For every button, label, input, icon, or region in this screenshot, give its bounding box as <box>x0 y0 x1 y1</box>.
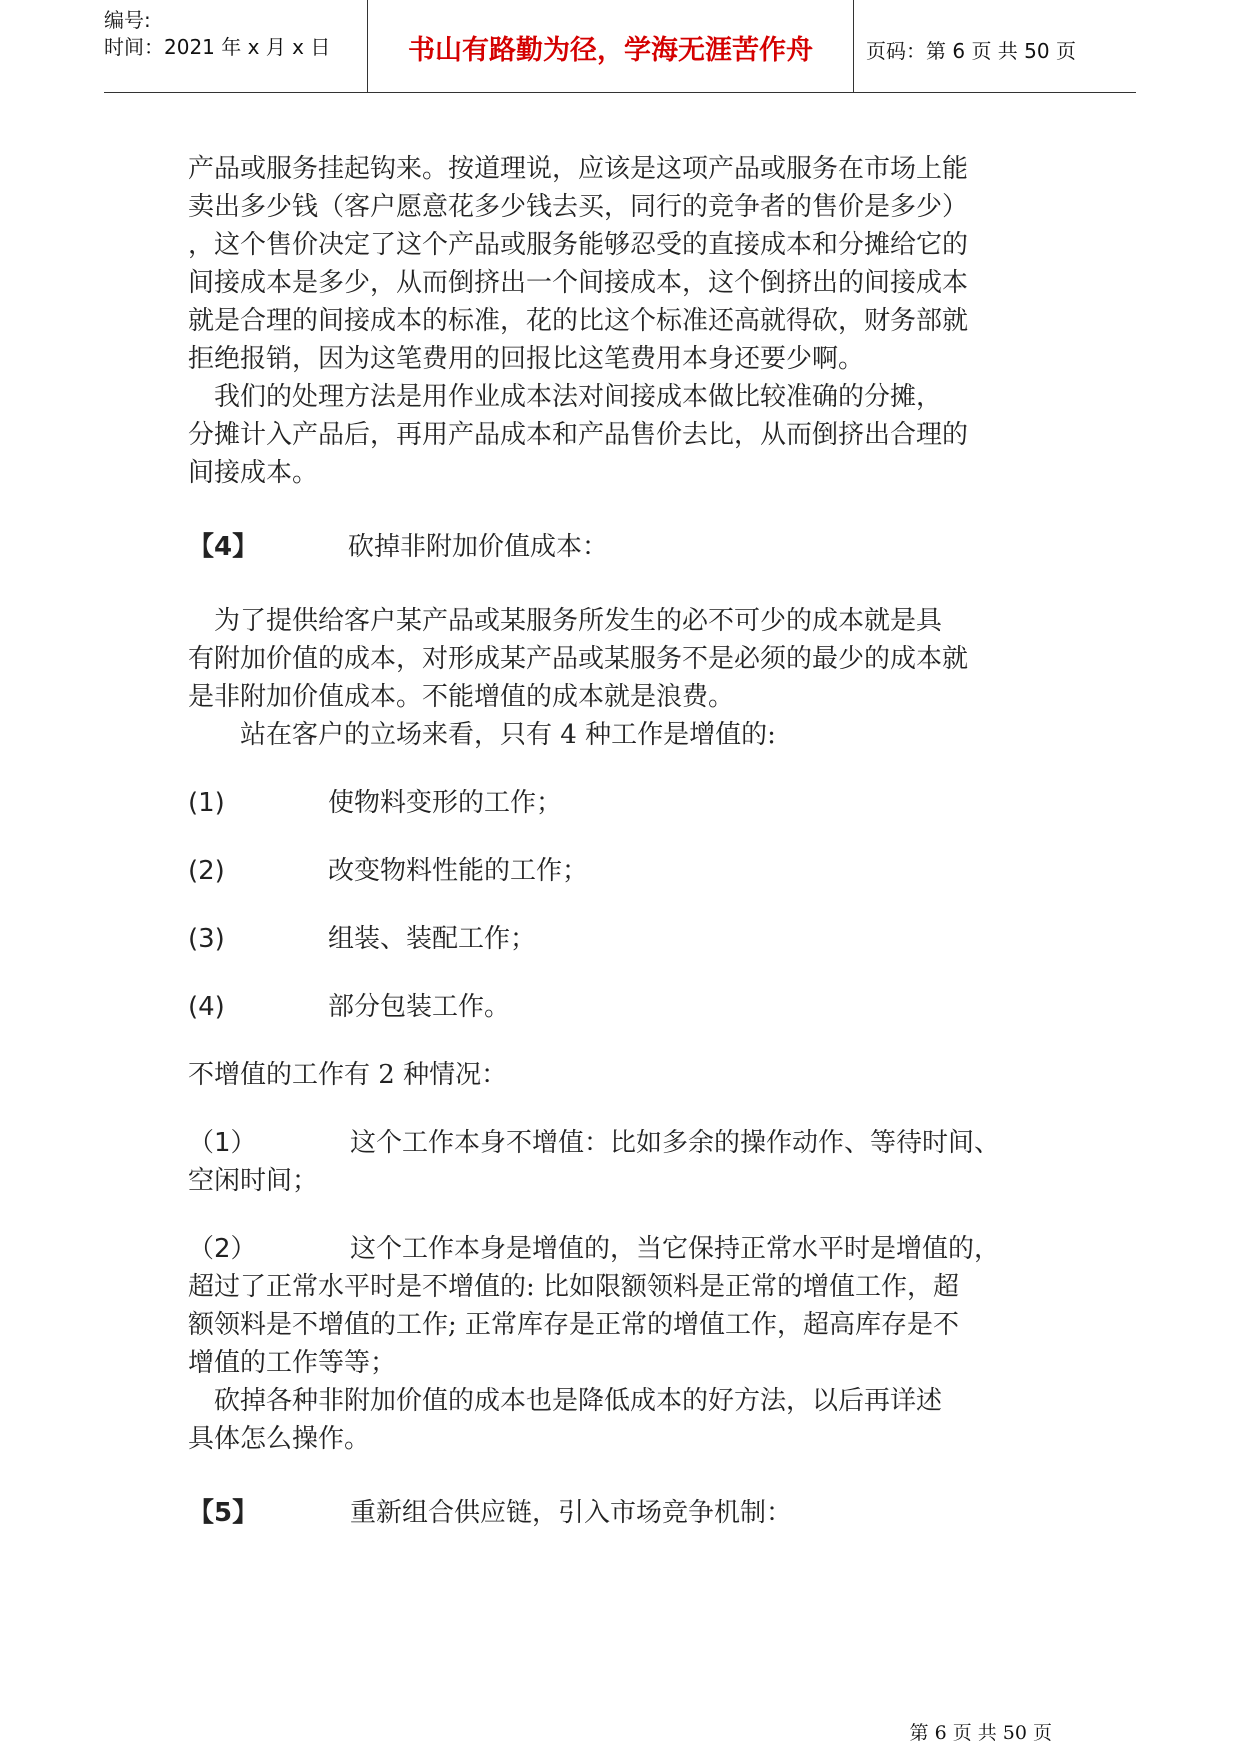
text-line: 间接成本是多少，从而倒挤出一个间接成本，这个倒挤出的间接成本 <box>188 268 969 298</box>
text-line: 有附加价值的成本，对形成某产品或某服务不是必须的最少的成本就 <box>188 644 969 674</box>
page-header <box>104 0 1136 93</box>
spacer <box>188 1458 1068 1494</box>
text-line: 卖出多少钱（客户愿意花多少钱去买，同行的竞争者的售价是多少） <box>188 192 969 222</box>
text-line: 我们的处理方法是用作业成本法对间接成本做比较准确的分摊， <box>188 382 943 412</box>
non-value-case-1 <box>188 1124 1068 1200</box>
time-label: 时间：2021 年 x 月 x 日 <box>104 35 331 59</box>
case-number: （2） <box>188 1234 257 1264</box>
section-title: 砍掉非附加价值成本： <box>348 532 609 562</box>
list-item <box>188 852 1068 890</box>
text-line: ，这个售价决定了这个产品或服务能够忍受的直接成本和分摊给它的 <box>188 230 969 260</box>
list-number: (1) <box>188 788 225 818</box>
text-line: 拒绝报销，因为这笔费用的回报比这笔费用本身还要少啊。 <box>188 344 865 374</box>
page-label: 页码：第 6 页 共 50 页 <box>866 39 1076 63</box>
text-line: 是非附加价值成本。不能增值的成本就是浪费。 <box>188 682 735 712</box>
case-text: 这个工作本身是增值的，当它保持正常水平时是增值的， <box>350 1234 1001 1264</box>
non-value-case-2 <box>188 1230 1068 1382</box>
case-first-line <box>188 1230 1068 1268</box>
spacer <box>188 822 1068 852</box>
spacer <box>188 1094 1068 1124</box>
list-item <box>188 784 1068 822</box>
list-text: 部分包装工作。 <box>328 992 511 1022</box>
list-number: (4) <box>188 992 225 1022</box>
list-item <box>188 920 1068 958</box>
spacer <box>188 1026 1068 1056</box>
list-text: 组装、装配工作； <box>328 924 537 954</box>
text-line: 分摊计入产品后，再用产品成本和产品售价去比，从而倒挤出合理的 <box>188 420 969 450</box>
spacer <box>188 958 1068 988</box>
text-line: 为了提供给客户某产品或某服务所发生的必不可少的成本就是具 <box>188 606 943 636</box>
text-line: 站在客户的立场来看，只有 4 种工作是增值的: <box>188 720 776 750</box>
spacer <box>188 754 1068 784</box>
list-text: 改变物料性能的工作； <box>328 856 589 886</box>
header-motto-cell <box>367 0 854 92</box>
spacer <box>188 566 1068 602</box>
header-page-cell <box>854 0 1136 92</box>
text-line: 间接成本。 <box>188 458 319 488</box>
case-number: （1） <box>188 1128 257 1158</box>
section-heading-4 <box>188 528 1068 566</box>
section-number: 【4】 <box>188 532 259 562</box>
text-line: 砍掉各种非附加价值的成本也是降低成本的好方法，以后再详述 <box>188 1386 943 1416</box>
case-first-line <box>188 1124 1068 1162</box>
text-line: 增值的工作等等； <box>188 1348 397 1378</box>
text-line: 产品或服务挂起钩来。按道理说，应该是这项产品或服务在市场上能 <box>188 154 969 184</box>
paragraph-summary <box>188 1382 1068 1458</box>
paragraph-indirect-cost <box>188 150 1068 378</box>
paragraph-method <box>188 378 1068 492</box>
header-info-cell <box>104 0 367 92</box>
text-line: 空闲时间； <box>188 1166 319 1196</box>
text-line: 就是合理的间接成本的标准，花的比这个标准还高就得砍，财务部就 <box>188 306 969 336</box>
document-body <box>188 150 1068 1532</box>
text-line: 不增值的工作有 2 种情况： <box>188 1060 508 1090</box>
list-number: (3) <box>188 924 225 954</box>
spacer <box>188 492 1068 528</box>
paragraph-value-added <box>188 602 1068 754</box>
list-number: (2) <box>188 856 225 886</box>
serial-label: 编号: <box>104 8 151 32</box>
motto: 书山有路勤为径，学海无涯苦作舟 <box>408 35 813 66</box>
text-line: 超过了正常水平时是不增值的: 比如限额领料是正常的增值工作，超 <box>188 1272 960 1302</box>
section-heading-5 <box>188 1494 1068 1532</box>
list-text: 使物料变形的工作； <box>328 788 563 818</box>
section-number: 【5】 <box>188 1498 259 1528</box>
spacer <box>188 890 1068 920</box>
spacer <box>188 1200 1068 1230</box>
text-line: 具体怎么操作。 <box>188 1424 371 1454</box>
text-line: 额领料是不增值的工作; 正常库存是正常的增值工作，超高库存是不 <box>188 1310 960 1340</box>
case-text: 这个工作本身不增值：比如多余的操作动作、等待时间、 <box>350 1128 1001 1158</box>
page-footer: 第 6 页 共 50 页 <box>909 1722 1052 1744</box>
list-item <box>188 988 1068 1026</box>
section-title: 重新组合供应链，引入市场竞争机制： <box>350 1498 793 1528</box>
